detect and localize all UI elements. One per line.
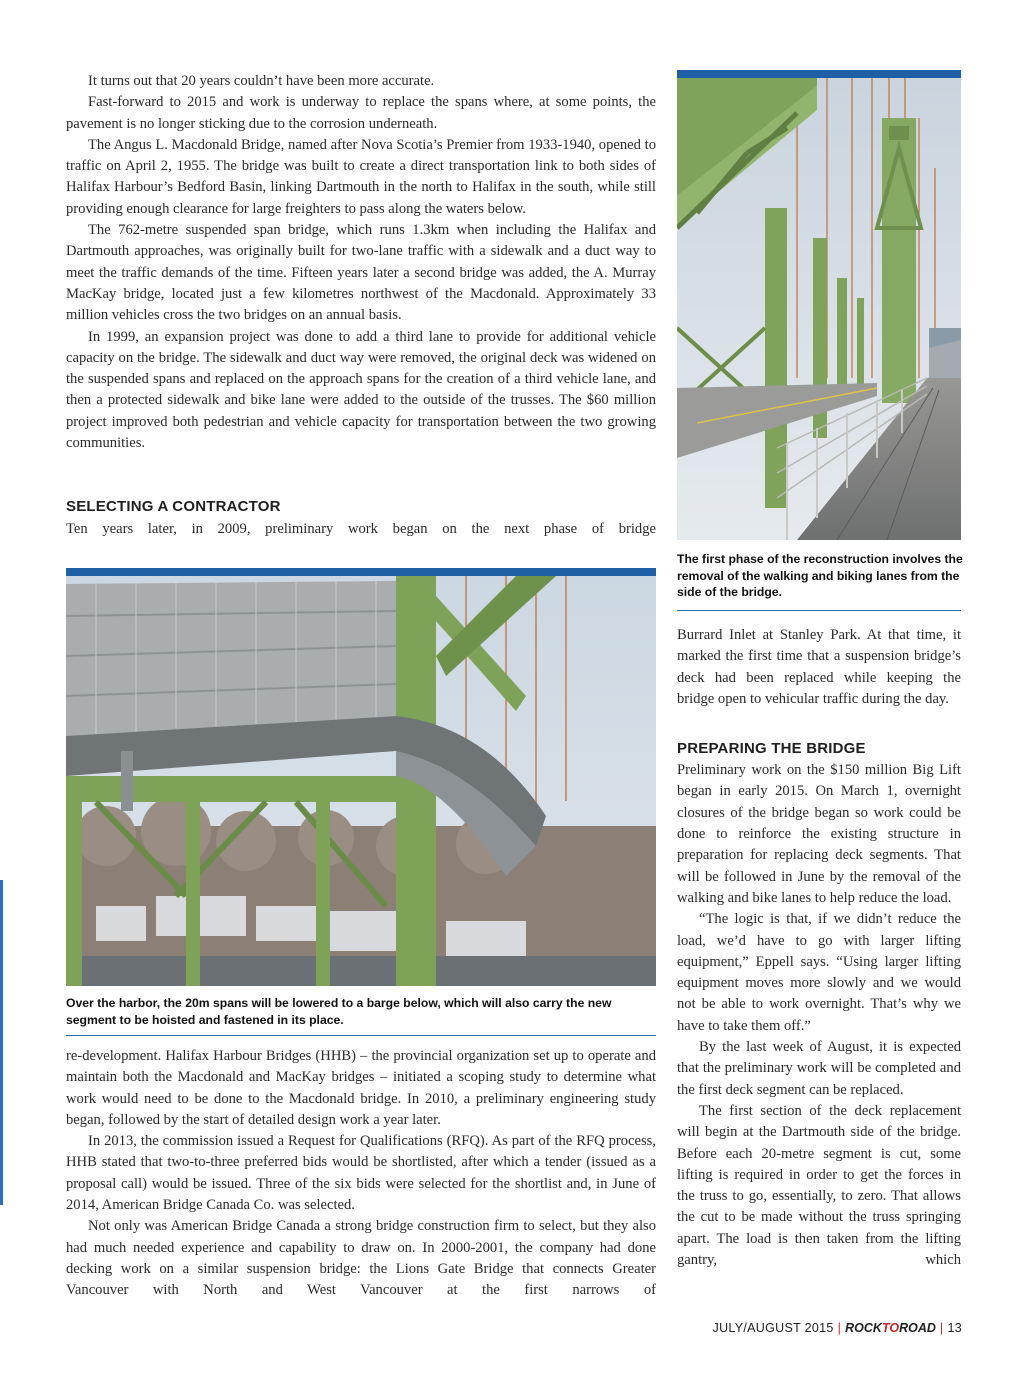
page-edge-accent (0, 880, 3, 1205)
walkway-photo (677, 78, 961, 540)
article-block-2 (66, 1046, 656, 1302)
paragraph: Not only was American Bridge Canada a strong bridge construction firm to select, but they also had much needed experience and capability to draw on. In 2000-2001, the company had done decking work on a similar suspension bridge: the Lions Gate Bridge that connects Greater Vancouver with North and West Vancouver at the first narrows of (66, 1218, 656, 1299)
paragraph: Preliminary work on the $150 million Big Lift began in early 2015. On March 1, overnight closures of the bridge began so work could be done to reinforce the existing structure in preparation for replacing deck segments. That will be followed in June by the removal of the walking and bike lanes to help reduce the load. (677, 762, 961, 906)
paragraph: The Angus L. Macdonald Bridge, named after Nova Scotia’s Premier from 1933-1940, opened to traffic on April 2, 1955. The bridge was built to create a direct transportation link to both sides of Halifax Harbour’s Bedford Basin, linking Dartmouth in the north to Halifax in the south, while still providing enough clearance for large freighters to pass along the waters below. (66, 136, 656, 217)
footer-separator: | (837, 1321, 842, 1335)
photo-middle-bar (66, 568, 656, 576)
paragraph: By the last week of August, it is expected that the preliminary work will be completed and the first deck segment can be replaced. (677, 1039, 961, 1098)
article-block-1 (66, 71, 656, 454)
paragraph: Burrard Inlet at Stanley Park. At that time, it marked the first time that a suspension bridge’s deck had been replaced while keeping the bridge open to vehicular traffic during the day. (677, 627, 961, 707)
section-selecting (66, 497, 656, 540)
section-heading: SELECTING A CONTRACTOR (66, 498, 281, 515)
bridge-underside-photo (66, 576, 656, 986)
paragraph: Fast-forward to 2015 and work is underway to replace the spans where, at some points, the pavement is no longer sticking due to the corrosion underneath. (66, 94, 656, 132)
top-photo-caption: The first phase of the reconstruction involves the removal of the walking and biking lanes from the side of the bridge. (677, 552, 963, 599)
issue-date: JULY/AUGUST 2015 (712, 1321, 834, 1335)
paragraph: “The logic is that, if we didn’t reduce the load, we’d have to go with larger lifting equipment,” Eppell says. “Using larger lifting equipment moves more slowly and we would not be able to work overnight. That’s why we have to take them off.” (677, 911, 961, 1034)
paragraph: It turns out that 20 years couldn’t have been more accurate. (88, 73, 435, 89)
caption-rule (677, 610, 961, 611)
page-number: 13 (947, 1321, 962, 1335)
magazine-logo: ROCKTOROAD (845, 1321, 936, 1335)
caption-rule (66, 1035, 656, 1036)
paragraph: re-development. Halifax Harbour Bridges (HHB) – the provincial organization set up to operate and maintain both the Macdonald and MacKay bridges – initiated a scoping study to determine what work would need to be done to the Macdonald bridge. In 2010, a preliminary engineering study began, followed by the start of detailed design work a year later. (66, 1048, 656, 1128)
paragraph: In 1999, an expansion project was done to add a third lane to provide for additional vehicle capacity on the bridge. The sidewalk and duct way were removed, the original deck was widened on the suspended spans and replaced on the approach spans for the creation of a third vehicle lane, and then a protected sidewalk and bike lane were added to the outside of the trusses. The $60 million project improved both pedestrian and vehicle capacity for transportation between the two growing communities. (66, 328, 656, 452)
section-heading: PREPARING THE BRIDGE (677, 740, 866, 758)
footer-separator: | (939, 1321, 944, 1335)
article-right-column (677, 625, 961, 1271)
paragraph: Ten years later, in 2009, preliminary work began on the next phase of bridge (66, 521, 656, 537)
paragraph: In 2013, the commission issued a Request for Qualifications (RFQ). As part of the RFQ process, HHB stated that two-to-three preferred bids would be shortlisted, after which a tender (issued as a proposal call) would be issued. Three of the six bids were selected for the shortlist and, in June of 2014, American Bridge Canada Co. was selected. (66, 1133, 656, 1214)
middle-photo-caption: Over the harbor, the 20m spans will be lowered to a barge below, which will also carry the new segment to be hoisted and fastened in its place. (66, 996, 612, 1027)
page-footer (713, 1321, 962, 1335)
paragraph: The first section of the deck replacement will begin at the Dartmouth side of the bridge. Before each 20-metre segment is cut, some lifting is required in order to get the forces in the truss to go, essentially, to zero. That allows the cut to be made without the truss springing apart. The load is then taken from the lifting gantry, which (677, 1102, 961, 1269)
paragraph: The 762-metre suspended span bridge, which runs 1.3km when including the Halifax and Dartmouth approaches, was originally built for two-lane traffic with a sidewalk and a duct way to meet the traffic demands of the time. Fifteen years later a second bridge was added, the A. Murray MacKay bridge, located just a few kilometres northwest of the Macdonald. Approximately 33 million vehicles cross the two bridges on an annual basis. (66, 222, 656, 324)
photo-top-bar (677, 70, 961, 78)
